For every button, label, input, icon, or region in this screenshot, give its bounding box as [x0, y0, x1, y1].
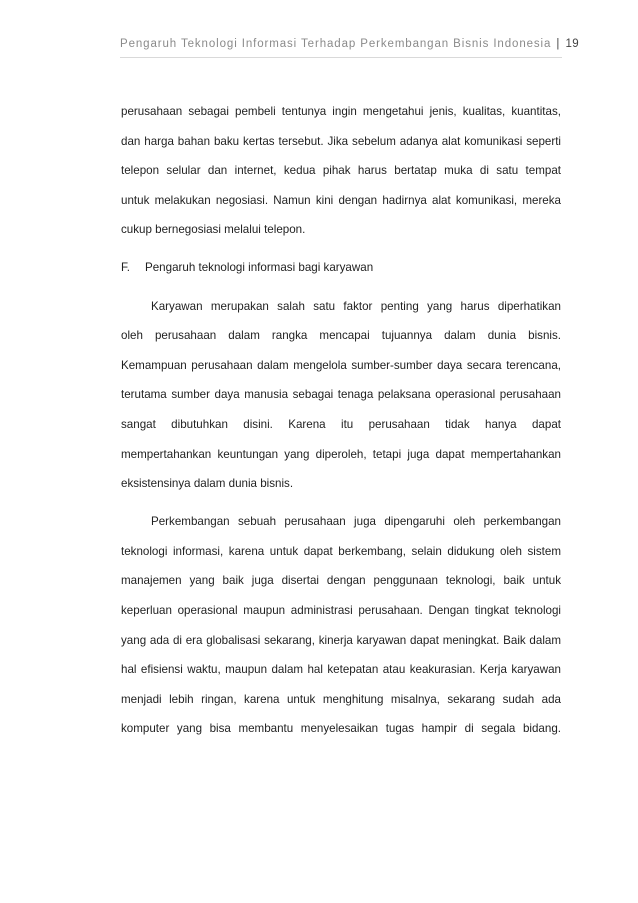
text-line: eksistensinya dalam dunia bisnis.	[121, 477, 294, 491]
paragraph-gap	[121, 245, 561, 254]
text-line: dan harga bahan baku kertas tersebut. Jika sebelum adanya alat komunikasi seperti	[121, 134, 561, 148]
text-line: menjadi lebih ringan, karena untuk menghitung misalnya, sekarang sudah ada	[121, 692, 561, 706]
text-line: telepon selular dan internet, kedua pihak harus bertatap muka di satu tempat	[121, 164, 561, 178]
text-line: teknologi informasi, karena untuk dapat berkembang, selain didukung oleh sistem	[121, 544, 561, 558]
running-title: Pengaruh Teknologi Informasi Terhadap Perkembangan Bisnis Indonesia	[120, 38, 552, 50]
text-line: keperluan operasional maupun administrasi perusahaan. Dengan tingkat teknologi	[121, 604, 561, 617]
text-line: hal efisiensi waktu, maupun dalam hal ketepatan atau keakurasian. Kerja karyawan	[121, 663, 561, 677]
header-rule	[120, 57, 562, 58]
text-line: oleh perusahaan dalam rangka mencapai tujuannya dalam dunia bisnis.	[121, 329, 561, 343]
paragraph-gap	[121, 499, 561, 508]
text-line: perusahaan sebagai pembeli tentunya ingin mengetahui jenis, kualitas, kuantitas,	[121, 105, 561, 118]
paragraph-1	[121, 97, 561, 245]
text-line: Perkembangan sebuah perusahaan juga dipengaruhi oleh perkembangan	[151, 515, 561, 529]
text-line: terutama sumber daya manusia sebagai tenaga pelaksana operasional perusahaan	[121, 388, 561, 402]
section-heading	[121, 253, 561, 283]
paragraph-2	[121, 292, 561, 499]
header-separator: |	[556, 38, 560, 50]
paragraph-3	[121, 507, 561, 744]
text-line: Karyawan merupakan salah satu faktor penting yang harus diperhatikan	[151, 299, 561, 313]
section-number: F.	[121, 261, 131, 275]
body-text	[121, 97, 561, 744]
section-title: Pengaruh teknologi informasi bagi karyawan	[145, 261, 374, 275]
text-line: sangat dibutuhkan disini. Karena itu perusahaan tidak hanya dapat	[121, 417, 561, 431]
text-line: yang ada di era globalisasi sekarang, kinerja karyawan dapat meningkat. Baik dalam	[121, 633, 561, 647]
paragraph-gap	[121, 283, 561, 292]
text-line: mempertahankan keuntungan yang diperoleh, tetapi juga dapat mempertahankan	[121, 447, 561, 461]
text-line: manajemen yang baik juga disertai dengan penggunaan teknologi, baik untuk	[121, 574, 561, 588]
page-number: 19	[565, 38, 579, 50]
text-line: cukup bernegosiasi melalui telepon.	[121, 223, 306, 237]
text-line: komputer yang bisa membantu menyelesaikan tugas hampir di segala bidang.	[121, 722, 561, 736]
text-line: Kemampuan perusahaan dalam mengelola sumber-sumber daya secara terencana,	[121, 358, 561, 372]
text-line: untuk melakukan negosiasi. Namun kini dengan hadirnya alat komunikasi, mereka	[121, 193, 561, 207]
